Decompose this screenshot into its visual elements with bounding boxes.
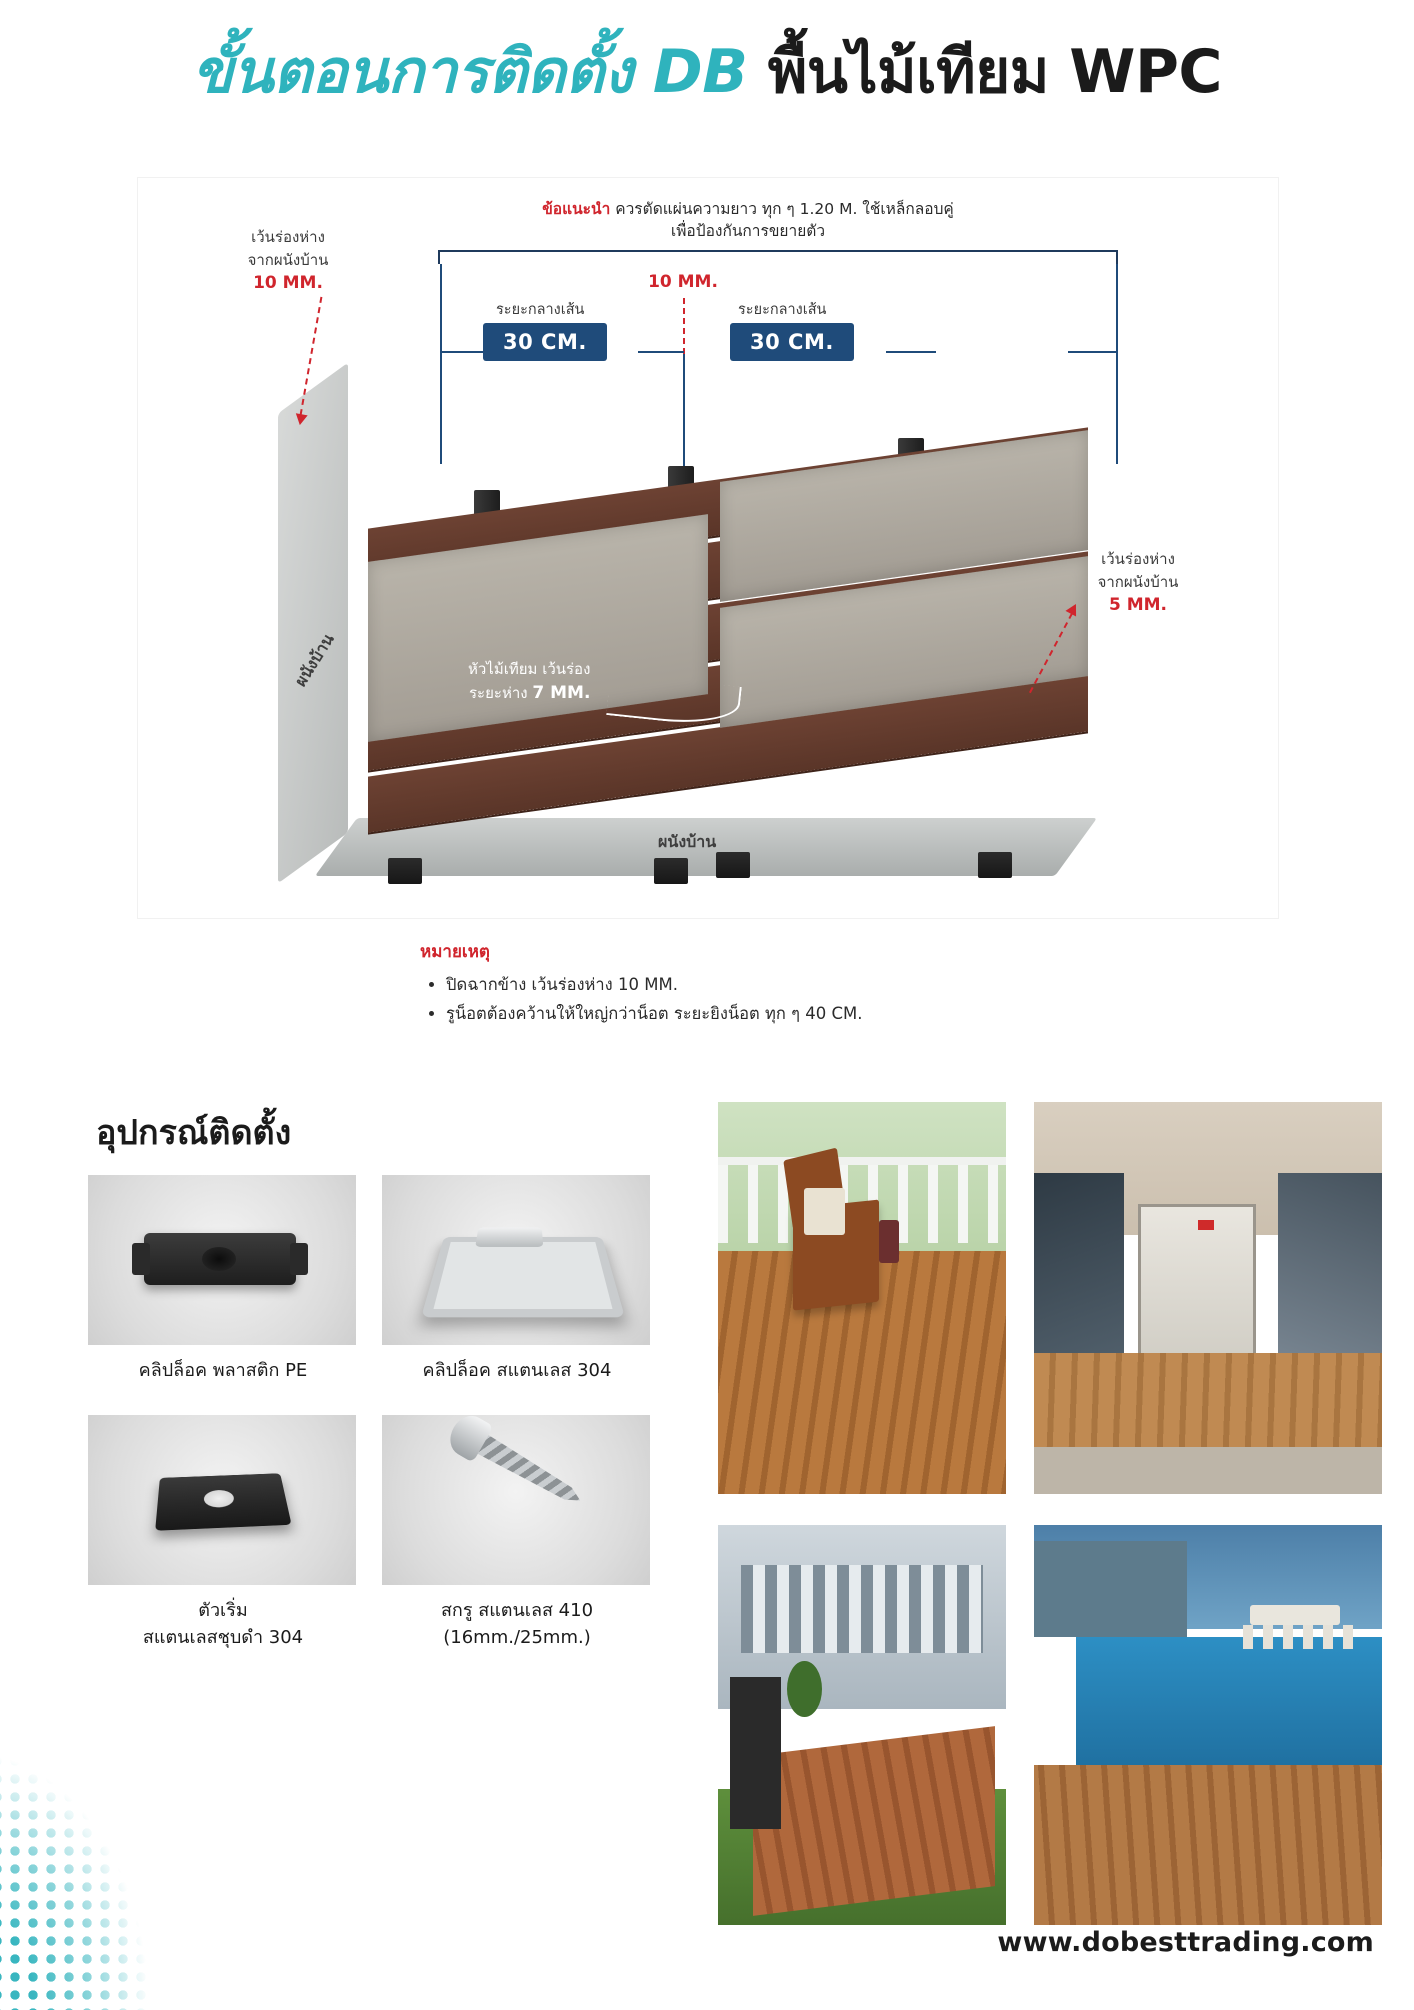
decorative-dot-pattern: [0, 1680, 200, 2010]
installation-diagram: [138, 178, 1278, 918]
pedestal-foot: [978, 852, 1012, 878]
accessory-image: [382, 1415, 650, 1585]
right-gap-value: 5 MM.: [1108, 595, 1168, 615]
left-gap-label: [208, 226, 368, 297]
photo-pillow: [804, 1188, 844, 1235]
span-label-a: ระยะกลางเส้น: [496, 302, 585, 318]
screw-shaft: [474, 1433, 585, 1510]
front-wall-label: ผนังบ้าน: [658, 832, 717, 851]
rooftop-deck-photo: [718, 1525, 1006, 1925]
pedestal-foot: [388, 858, 422, 884]
photo-deck: [753, 1726, 995, 1916]
deck-with-chair-photo: [718, 1102, 1006, 1494]
accessory-caption-line2: (16mm./25mm.): [443, 1627, 591, 1648]
deck-illustration: [278, 358, 1158, 918]
photo-glass-right: [1278, 1173, 1382, 1377]
photo-bush: [787, 1661, 822, 1717]
photo-rail: [718, 1157, 1006, 1165]
accessory-image: [88, 1175, 356, 1345]
remark-item: • รูน็อตต้องคว้านให้ใหญ่กว่าน็อต ระยะยิงน็อต ทุก ๆ 40 CM.: [446, 1000, 1120, 1029]
leader-line-1: [440, 351, 484, 353]
span-label-b: ระยะกลางเส้น: [738, 302, 827, 318]
span-bracket: [438, 250, 1118, 264]
accessory-caption-line1: ตัวเริ่ม: [198, 1600, 248, 1621]
accessory-image: [382, 1175, 650, 1345]
board-end-gap-note: [468, 658, 590, 706]
accessories-title: อุปกรณ์ติดตั้ง: [96, 1113, 292, 1153]
remark-item: • ปิดฉากข้าง เว้นร่องห่าง 10 MM.: [446, 971, 1120, 1000]
board-end-gap-line2: ระยะห่าง: [468, 683, 528, 702]
photo-umbrella: [1250, 1605, 1340, 1625]
screw-icon: [446, 1415, 587, 1513]
photo-windows: [741, 1565, 983, 1653]
photo-exit-sign: [1198, 1220, 1214, 1230]
left-gap-value: 10 MM.: [253, 273, 323, 293]
side-wall-label: ผนังบ้าน: [290, 630, 338, 690]
remark-title: หมายเหตุ: [420, 942, 490, 962]
photo-lounge-chairs: [1243, 1625, 1354, 1649]
spacing-badge-b: 30 CM.: [730, 323, 854, 361]
pedestal-foot: [654, 858, 688, 884]
pedestal-foot: [716, 852, 750, 878]
accessory-caption-line1: คลิปล็อค สแตนเลส 304: [422, 1360, 612, 1381]
diagram-top-note: [468, 198, 1028, 243]
terrace-corridor-photo: [1034, 1102, 1382, 1494]
middle-gap-dashed-line: [683, 298, 685, 354]
accessory-item: [382, 1175, 652, 1384]
footer-website[interactable]: www.dobesttrading.com: [997, 1927, 1374, 1958]
left-gap-label-line2: จากผนังบ้าน: [247, 250, 329, 269]
accessory-caption: [88, 1357, 358, 1384]
photo-plant-pot: [879, 1220, 899, 1263]
middle-gap-value: 10 MM.: [648, 272, 718, 292]
plastic-clip-icon: [144, 1233, 296, 1285]
photo-planter: [730, 1677, 782, 1829]
accessory-item: [382, 1415, 652, 1651]
left-gap-label-line1: เว้นร่องห่าง: [251, 228, 325, 246]
board-end-gap-line1: หัวไม้เทียม เว้นร่อง: [468, 660, 591, 678]
pool-deck-photo: [1034, 1525, 1382, 1925]
accessory-caption-line2: สแตนเลสชุบดำ 304: [142, 1627, 304, 1648]
accessory-caption-line1: คลิปล็อค พลาสติก PE: [138, 1360, 308, 1381]
page-title: [0, 24, 1414, 119]
diagram-top-note-label: ข้อแนะนำ: [542, 200, 611, 218]
diagram-top-note-line1: ควรตัดแผ่นความยาว ทุก ๆ 1.20 M. ใช้เหล็กลอบคู่: [610, 200, 954, 218]
page-title-part1: ขั้นตอนการติดตั้ง DB: [192, 37, 748, 107]
side-wall: [278, 363, 348, 884]
remark-list: [420, 971, 1120, 1029]
board-end-gap-value: 7 MM.: [532, 682, 591, 703]
remark-block: [420, 938, 1120, 1029]
photo-glass-left: [1034, 1173, 1124, 1377]
leader-line-4: [1068, 351, 1118, 353]
stainless-clip-icon: [421, 1237, 625, 1317]
right-gap-label-line1: เว้นร่องห่าง: [1101, 550, 1175, 568]
accessory-item: [88, 1175, 358, 1384]
diagram-top-note-line2: เพื่อป้องกันการขยายตัว: [670, 222, 826, 241]
page-title-part2: พื้นไม้เทียม WPC: [767, 37, 1222, 107]
right-gap-label-line2: จากผนังบ้าน: [1097, 572, 1179, 591]
photo-building: [1034, 1541, 1187, 1637]
accessory-image: [88, 1415, 356, 1585]
accessory-caption: [88, 1597, 358, 1651]
leader-line-2: [638, 351, 684, 353]
spacing-badge-a: 30 CM.: [483, 323, 607, 361]
leader-line-3: [886, 351, 936, 353]
starter-clip-icon: [155, 1473, 291, 1530]
right-gap-label: [1038, 548, 1238, 619]
photo-pool: [1076, 1637, 1382, 1773]
accessory-caption: [382, 1597, 652, 1651]
accessory-item: [88, 1415, 358, 1651]
photo-deck: [1034, 1765, 1382, 1925]
accessory-caption-line1: สกรู สแตนเลส 410: [440, 1600, 594, 1621]
photo-tile: [1034, 1447, 1382, 1494]
accessory-caption: [382, 1357, 652, 1384]
